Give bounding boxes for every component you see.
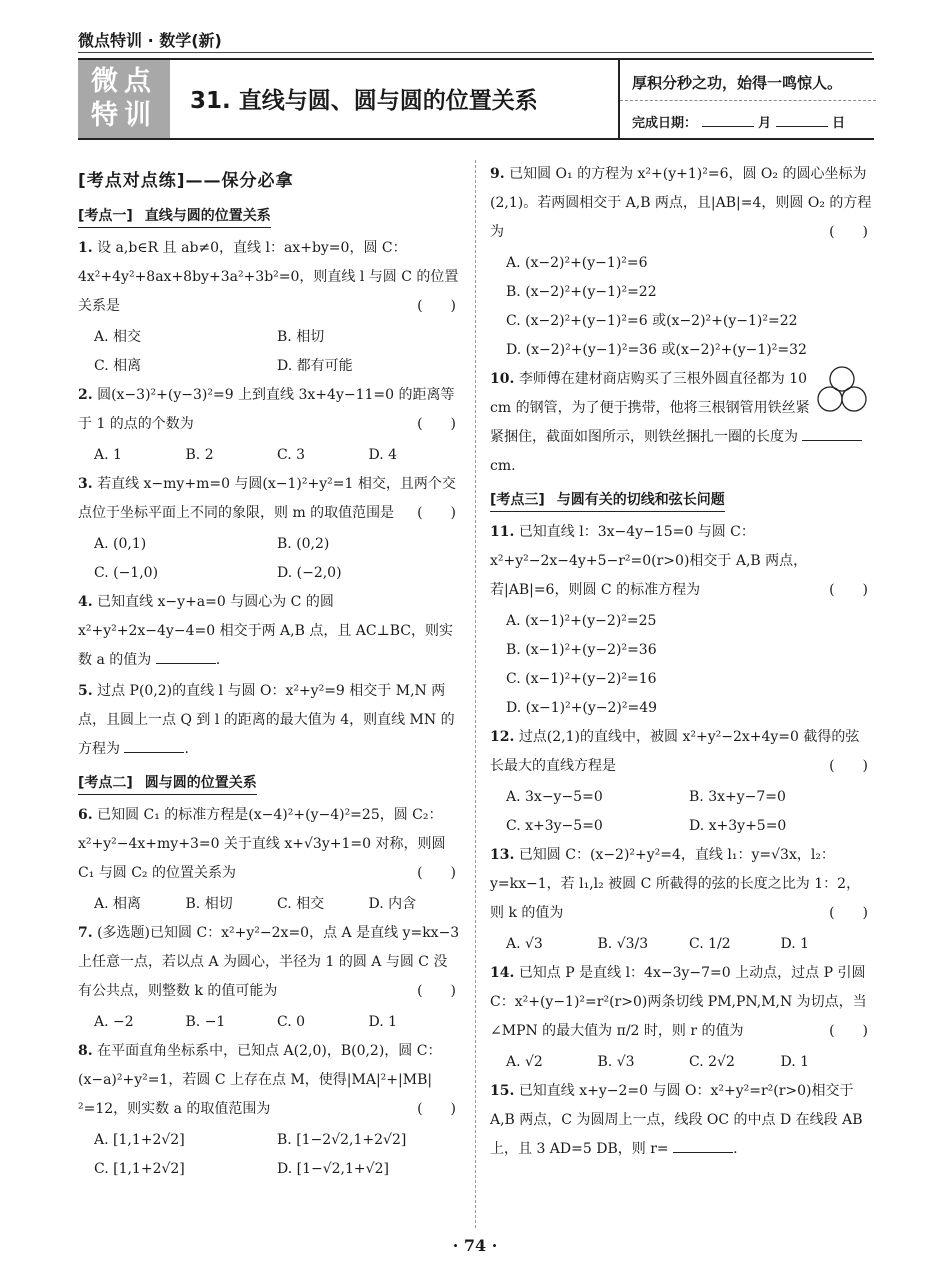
q2-option-c[interactable]: C. 3 xyxy=(277,447,306,463)
q7-options xyxy=(78,1008,460,1037)
month-blank[interactable] xyxy=(702,114,754,127)
q5-num: 5. xyxy=(78,683,93,699)
q8-options xyxy=(78,1126,460,1184)
lesson-banner xyxy=(78,58,874,140)
question-13 xyxy=(490,841,872,928)
q13-option-c[interactable]: C. 1/2 xyxy=(689,936,731,952)
q9-option-d[interactable]: D. (x−2)²+(y−1)²=36 或(x−2)²+(y−1)²=32 xyxy=(506,342,807,358)
q14-num: 14. xyxy=(490,965,515,981)
q12-option-b[interactable]: B. 3x+y−7=0 xyxy=(689,789,786,805)
q6-option-d[interactable]: D. 内含 xyxy=(368,896,417,912)
q2-answer-paren[interactable]: ( ) xyxy=(417,416,456,432)
q10-num: 10. xyxy=(490,371,515,387)
q12-options xyxy=(490,783,872,841)
q6-option-c[interactable]: C. 相交 xyxy=(277,896,325,912)
question-5 xyxy=(78,677,460,764)
q14-option-a[interactable]: A. √2 xyxy=(506,1054,543,1070)
badge-top: 微点 xyxy=(91,66,157,97)
q4-text: 已知直线 x−y+a=0 与圆心为 C 的圆 x²+y²+2x−4y−4=0 相交于两 A,B 点，且 AC⊥BC，则实数 a 的值为 xyxy=(78,594,454,668)
question-4 xyxy=(78,588,460,675)
q12-option-c[interactable]: C. x+3y−5=0 xyxy=(506,818,603,834)
kp2-header xyxy=(78,772,257,795)
badge-bottom: 特训 xyxy=(91,100,157,131)
lesson-badge xyxy=(78,60,170,138)
q8-option-b[interactable]: B. [1−2√2,1+2√2] xyxy=(277,1132,407,1148)
question-2 xyxy=(78,381,460,439)
q2-option-a[interactable]: A. 1 xyxy=(94,447,122,463)
q1-option-c[interactable]: C. 相离 xyxy=(94,358,142,374)
q9-option-b[interactable]: B. (x−2)²+(y−1)²=22 xyxy=(506,284,657,300)
question-14 xyxy=(490,959,872,1046)
q8-option-d[interactable]: D. [1−√2,1+√2] xyxy=(277,1161,389,1177)
q6-options xyxy=(78,890,460,919)
kp1-tag: [考点一] xyxy=(78,208,133,224)
q3-num: 3. xyxy=(78,476,93,492)
q14-answer-paren[interactable]: ( ) xyxy=(829,1023,868,1039)
q6-answer-paren[interactable]: ( ) xyxy=(417,865,456,881)
q11-option-c[interactable]: C. (x−1)²+(y−2)²=16 xyxy=(506,671,657,687)
q4-tail: . xyxy=(215,652,221,668)
q2-option-d[interactable]: D. 4 xyxy=(368,447,398,463)
question-11 xyxy=(490,518,872,605)
q8-option-c[interactable]: C. [1,1+2√2] xyxy=(94,1161,185,1177)
q13-option-b[interactable]: B. √3/3 xyxy=(597,936,649,952)
q8-option-a[interactable]: A. [1,1+2√2] xyxy=(94,1132,185,1148)
q8-text: 在平面直角坐标系中，已知点 A(2,0)，B(0,2)，圆 C：(x−a)²+y²=1，若圆 C 上存在点 M，使得|MA|²+|MB|²=12，则实数 a 的取值范围为 xyxy=(78,1043,442,1117)
q7-option-d[interactable]: D. 1 xyxy=(368,1014,398,1030)
motto-box xyxy=(618,60,876,138)
q1-text: 设 a,b∈R 且 ab≠0，直线 l：ax+by=0，圆 C：4x²+4y²+8ax+8by+3a²+3b²=0，则直线 l 与圆 C 的位置关系是 xyxy=(78,240,459,314)
q6-text: 已知圆 C₁ 的标准方程是(x−4)²+(y−4)²=25，圆 C₂：x²+y²−4x+my+3=0 关于直线 x+√3y+1=0 对称，则圆 C₁ 与圆 C₂ 的位置关系为 xyxy=(78,807,446,881)
completion-label: 完成日期： xyxy=(632,116,698,131)
q2-options xyxy=(78,441,460,470)
q13-options xyxy=(490,930,872,959)
kp3-tag: [考点三] xyxy=(490,492,545,508)
motto: 厚积分秒之功，始得一鸣惊人。 xyxy=(632,74,843,92)
q6-num: 6. xyxy=(78,807,93,823)
kp2-title: 圆与圆的位置关系 xyxy=(144,775,257,791)
q11-num: 11. xyxy=(490,524,515,540)
q7-option-c[interactable]: C. 0 xyxy=(277,1014,306,1030)
q9-options xyxy=(490,249,872,365)
question-7 xyxy=(78,919,460,1006)
kp1-header xyxy=(78,205,271,228)
question-9 xyxy=(490,160,872,247)
q15-tail: . xyxy=(733,1141,738,1157)
q5-text: 过点 P(0,2)的直线 l 与圆 O：x²+y²=9 相交于 M,N 两点，且圆上一点 Q 到 l 的距离的最大值为 4，则直线 MN 的方程为 xyxy=(78,683,455,757)
q7-num: 7. xyxy=(78,925,93,941)
q14-option-c[interactable]: C. 2√2 xyxy=(689,1054,735,1070)
q1-option-d[interactable]: D. 都有可能 xyxy=(277,358,353,374)
q14-options xyxy=(490,1048,872,1077)
month-label: 月 xyxy=(758,116,772,131)
q4-answer-blank[interactable] xyxy=(156,651,216,664)
kp3-header xyxy=(490,489,725,512)
q6-option-b[interactable]: B. 相切 xyxy=(185,896,233,912)
q11-option-d[interactable]: D. (x−1)²+(y−2)²=49 xyxy=(506,700,658,716)
question-6 xyxy=(78,801,460,888)
question-3 xyxy=(78,470,460,528)
q1-option-a[interactable]: A. 相交 xyxy=(94,329,142,345)
q2-text: 圆(x−3)²+(y−3)²=9 上到直线 3x+4y−11=0 的距离等于 1 的点的个数为 xyxy=(78,387,455,432)
book-title: 微点特训 · 数学(新) xyxy=(78,31,222,50)
q10-answer-blank[interactable] xyxy=(802,428,862,441)
q14-option-b[interactable]: B. √3 xyxy=(597,1054,635,1070)
day-label: 日 xyxy=(832,116,846,131)
q10-text: 李师傅在建材商店购买了三根外圆直径都为 10 cm 的钢管，为了便于携带，他将三根钢管用铁丝紧紧捆住，截面如图所示，则铁丝捆扎一圈的长度为 xyxy=(490,371,810,445)
section-title: [考点对点练]——保分必拿 xyxy=(78,171,294,191)
day-blank[interactable] xyxy=(776,114,828,127)
top-rule xyxy=(78,52,872,53)
q4-num: 4. xyxy=(78,594,93,610)
q14-option-d[interactable]: D. 1 xyxy=(780,1054,810,1070)
q9-option-a[interactable]: A. (x−2)²+(y−1)²=6 xyxy=(506,255,648,271)
question-8 xyxy=(78,1037,460,1124)
q7-option-b[interactable]: B. −1 xyxy=(185,1014,226,1030)
q11-answer-paren[interactable]: ( ) xyxy=(829,582,868,598)
q13-num: 13. xyxy=(490,847,515,863)
q14-text: 已知点 P 是直线 l：4x−3y−7=0 上动点，过点 P 引圆 C：x²+(y−1)²=r²(r>0)两条切线 PM,PN,M,N 为切点，当∠MPN 的最大值为 π/2 时，则 r 的值为 xyxy=(490,965,867,1039)
question-1 xyxy=(78,234,460,321)
q1-options xyxy=(78,323,460,381)
q12-option-d[interactable]: D. x+3y+5=0 xyxy=(689,818,787,834)
q12-text: 过点(2,1)的直线中，被圆 x²+y²−2x+4y=0 截得的弦长最大的直线方程是 xyxy=(490,729,860,774)
q3-text: 若直线 x−my+m=0 与圆(x−1)²+y²=1 相交，且两个交点位于坐标平面上不同的象限，则 m 的取值范围是 xyxy=(78,476,456,521)
q9-num: 9. xyxy=(490,166,505,182)
q9-answer-paren[interactable]: ( ) xyxy=(829,224,868,240)
q8-num: 8. xyxy=(78,1043,93,1059)
q7-option-a[interactable]: A. −2 xyxy=(94,1014,134,1030)
page-number: · 74 · xyxy=(452,1236,498,1255)
q15-text: 已知直线 x+y−2=0 与圆 O：x²+y²=r²(r>0)相交于 A,B 两点，C 为圆周上一点，线段 OC 的中点 D 在线段 AB 上，且 3 AD=5 DB，则 r= xyxy=(490,1083,863,1157)
q11-option-b[interactable]: B. (x−1)²+(y−2)²=36 xyxy=(506,642,657,658)
q3-answer-paren[interactable]: ( ) xyxy=(417,505,456,521)
q11-text: 已知直线 l：3x−4y−15=0 与圆 C：x²+y²−2x−4y+5−r²=0(r>0)相交于 A,B 两点，若|AB|=6，则圆 C 的标准方程为 xyxy=(490,524,808,598)
q3-option-c[interactable]: C. (−1,0) xyxy=(94,565,159,581)
kp3-title: 与圆有关的切线和弦长问题 xyxy=(556,492,725,508)
q3-option-b[interactable]: B. (0,2) xyxy=(277,536,330,552)
q11-option-a[interactable]: A. (x−1)²+(y−2)²=25 xyxy=(506,613,657,629)
q15-num: 15. xyxy=(490,1083,515,1099)
q7-text: (多选题)已知圆 C：x²+y²−2x=0，点 A 是直线 y=kx−3 上任意一点，若以点 A 为圆心，半径为 1 的圆 A 与圆 C 没有公共点，则整数 k 的值可能为 xyxy=(78,925,460,999)
q9-text: 已知圆 O₁ 的方程为 x²+(y+1)²=6，圆 O₂ 的圆心坐标为(2,1)。若两圆相交于 A,B 两点，且|AB|=4，则圆 O₂ 的方程为 xyxy=(490,166,872,240)
q3-option-d[interactable]: D. (−2,0) xyxy=(277,565,342,581)
lesson-title: 31. 直线与圆、圆与圆的位置关系 xyxy=(190,88,538,114)
q2-num: 2. xyxy=(78,387,93,403)
q15-answer-blank[interactable] xyxy=(673,1140,733,1153)
motto-divider xyxy=(620,100,876,101)
question-12 xyxy=(490,723,872,781)
q9-option-c[interactable]: C. (x−2)²+(y−1)²=6 或(x−2)²+(y−1)²=22 xyxy=(506,313,798,329)
q3-option-a[interactable]: A. (0,1) xyxy=(94,536,147,552)
q1-num: 1. xyxy=(78,240,93,256)
column-divider xyxy=(475,160,476,1228)
q7-answer-paren[interactable]: ( ) xyxy=(417,983,456,999)
three-pipes-figure xyxy=(816,365,868,413)
q13-option-a[interactable]: A. √3 xyxy=(506,936,543,952)
q1-option-b[interactable]: B. 相切 xyxy=(277,329,325,345)
q5-tail: . xyxy=(184,741,189,757)
question-15 xyxy=(490,1077,872,1164)
q13-answer-paren[interactable]: ( ) xyxy=(829,905,868,921)
q12-num: 12. xyxy=(490,729,515,745)
right-column xyxy=(490,160,872,1166)
q3-options xyxy=(78,530,460,588)
question-10 xyxy=(490,365,872,481)
q12-answer-paren[interactable]: ( ) xyxy=(829,758,868,774)
kp2-tag: [考点二] xyxy=(78,775,133,791)
completion-date xyxy=(632,112,845,131)
left-column xyxy=(78,160,460,1184)
q5-answer-blank[interactable] xyxy=(124,740,184,753)
q13-text: 已知圆 C：(x−2)²+y²=4，直线 l₁：y=√3x，l₂：y=kx−1，若 l₁,l₂ 被圆 C 所截得的弦的长度之比为 1：2，则 k 的值为 xyxy=(490,847,861,921)
q8-answer-paren[interactable]: ( ) xyxy=(417,1101,456,1117)
q1-answer-paren[interactable]: ( ) xyxy=(417,298,456,314)
q13-option-d[interactable]: D. 1 xyxy=(780,936,810,952)
q6-option-a[interactable]: A. 相离 xyxy=(94,896,142,912)
kp1-title: 直线与圆的位置关系 xyxy=(144,208,271,224)
q10-tail: cm. xyxy=(490,458,516,474)
q2-option-b[interactable]: B. 2 xyxy=(185,447,214,463)
q11-options xyxy=(490,607,872,723)
q12-option-a[interactable]: A. 3x−y−5=0 xyxy=(506,789,603,805)
